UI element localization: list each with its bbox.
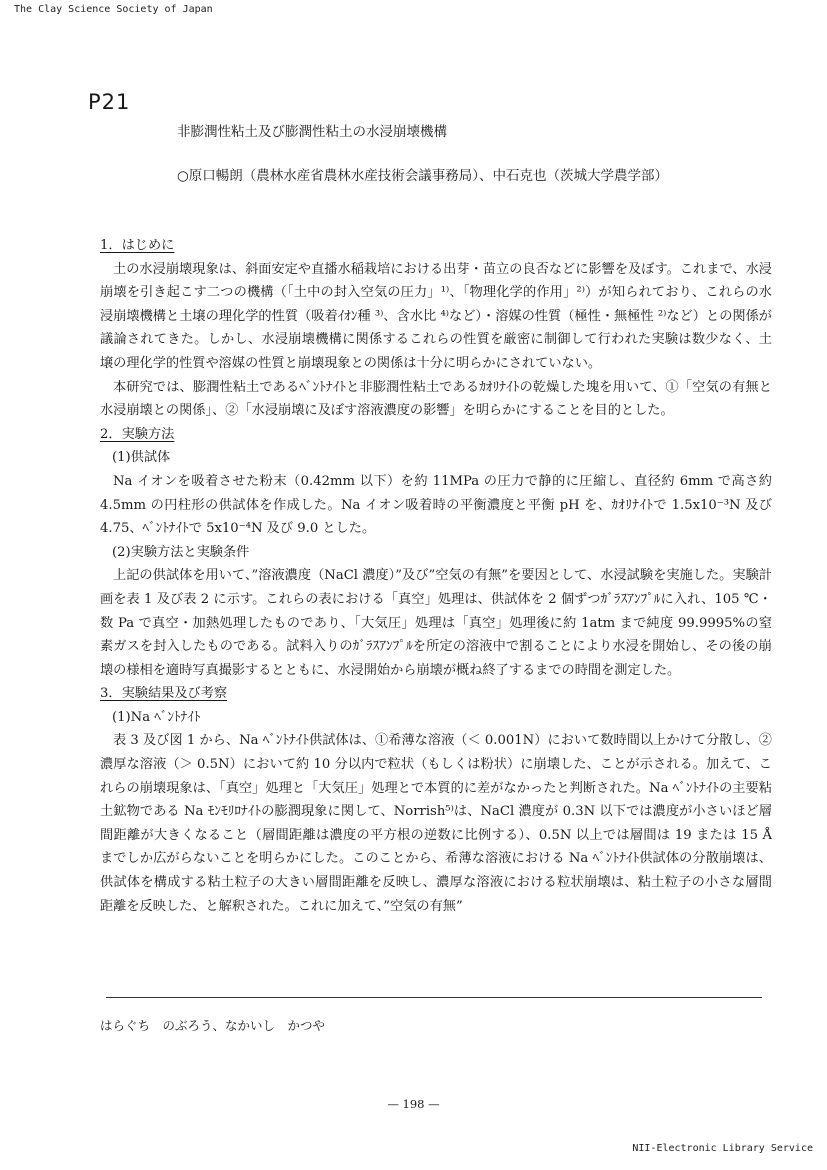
paragraph: Na イオンを吸着させた粉末（0.42mm 以下）を約 11MPa の圧力で静的に圧縮し、直径約 6mm で高さ約 4.5mm の円柱形の供試体を作成した。Na イオン吸着時の平衡濃度と平衡 pH を、ｶｵﾘﾅｲﾄで 1.5x10⁻³N 及び 4.75、ﾍﾞﾝﾄﾅｲﾄで 5x10⁻⁴N 及び 9.0 とした。: [100, 473, 772, 537]
page-number: — 198 —: [387, 1097, 440, 1111]
subsection-heading: (1)Na ﾍﾞﾝﾄﾅｲﾄ: [112, 709, 201, 725]
library-footer: NII-Electronic Library Service: [632, 1143, 813, 1154]
footer-divider: [106, 997, 762, 998]
section-heading: 2．実験方法: [100, 426, 175, 442]
subsection-heading: (2)実験方法と実験条件: [112, 544, 250, 560]
author-line: ○原口暢朗（農林水産省農林水産技術会議事務局）、中石克也（茨城大学農学部）: [177, 168, 669, 184]
section-methods: [100, 423, 772, 683]
paragraph: 本研究では、膨潤性粘土であるﾍﾞﾝﾄﾅｲﾄと非膨潤性粘土であるｶｵﾘﾅｲﾄの乾燥した塊を用いて、①「空気の有無と水浸崩壊との関係」、②「水浸崩壊に及ぼす溶液濃度の影響」を明らかにすることを目的とした。: [100, 379, 772, 419]
author-reading: はらぐち のぶろう、なかいし かつや: [100, 1018, 326, 1033]
paragraph: 表 3 及び図 1 から、Na ﾍﾞﾝﾄﾅｲﾄ供試体は、①希薄な溶液（＜ 0.001N）において数時間以上かけて分散し、②濃厚な溶液（＞ 0.5N）において約 10 分以内で粒状（もしくは粉状）に崩壊した、ことが示される。加えて、これらの崩壊現象は、「真空」処理と「大気圧」処理とで本質的に差がなかったと判断された。Na ﾍﾞﾝﾄﾅｲﾄの主要粘土鉱物である Na ﾓﾝﾓﾘﾛﾅｲﾄの膨潤現象に関して、Norrish⁵⁾は、NaCl 濃度が 0.3N 以下では濃度が小さいほど層間距離が大きくなること（層間距離は濃度の平方根の逆数に比例する）、0.5N 以上では層間は 19 または 15 Å までしか広がらないことを明らかにした。このことから、希薄な溶液における Na ﾍﾞﾝﾄﾅｲﾄ供試体の分散崩壊は、供試体を構成する粘土粒子の大きい層間距離を反映し、濃厚な溶液における粒状崩壊は、粘土粒子の小さな層間距離を反映した、と解釈された。これに加えて、”空気の有無”: [100, 733, 772, 914]
paper-title: 非膨潤性粘土及び膨潤性粘土の水浸崩壊機構: [177, 124, 447, 140]
section-introduction: [100, 234, 772, 423]
section-heading: 1．はじめに: [100, 238, 175, 253]
journal-header: The Clay Science Society of Japan: [14, 4, 213, 15]
section-results: [100, 682, 772, 918]
body-text: [100, 234, 772, 918]
subsection-heading: (1)供試体: [112, 450, 171, 466]
paragraph: 上記の供試体を用いて、”溶液濃度（NaCl 濃度）”及び”空気の有無”を要因として、水浸試験を実施した。実験計画を表 1 及び表 2 に示す。これらの表における「真空」処理は、供試体を 2 個ずつｶﾞﾗｽｱﾝﾌﾟﾙに入れ、105 ℃・数 Pa で真空・加熱処理したものであり、「大気圧」処理は「真空」処理後に約 1atm まで純度 99.9995%の窒素ガスを封入したものである。試料入りのｶﾞﾗｽｱﾝﾌﾟﾙを所定の溶液中で割ることにより水浸を開始し、その後の崩壊の様相を適時写真撮影するとともに、水浸開始から崩壊が概ね終了するまでの時間を測定した。: [100, 568, 772, 678]
paper-code: P21: [88, 90, 131, 114]
paragraph: 土の水浸崩壊現象は、斜面安定や直播水稲栽培における出芽・苗立の良否などに影響を及ぼす。これまで、水浸崩壊を引き起こす二つの機構（「土中の封入空気の圧力」¹⁾、「物理化学的作用」²⁾）が知られており、これらの水浸崩壊機構と土壌の理化学的性質（吸着ｲｵﾝ種 ³⁾、含水比 ⁴⁾など）・溶媒の性質（極性・無極性 ²⁾など）との関係が議論されてきた。しかし、水浸崩壊機構に関係するこれらの性質を厳密に制御して行われた実験は数少なく、土壌の理化学的性質や溶媒の性質と崩壊現象との関係は十分に明らかにされていない。: [100, 261, 772, 371]
section-heading: 3．実験結果及び考察: [100, 686, 228, 702]
